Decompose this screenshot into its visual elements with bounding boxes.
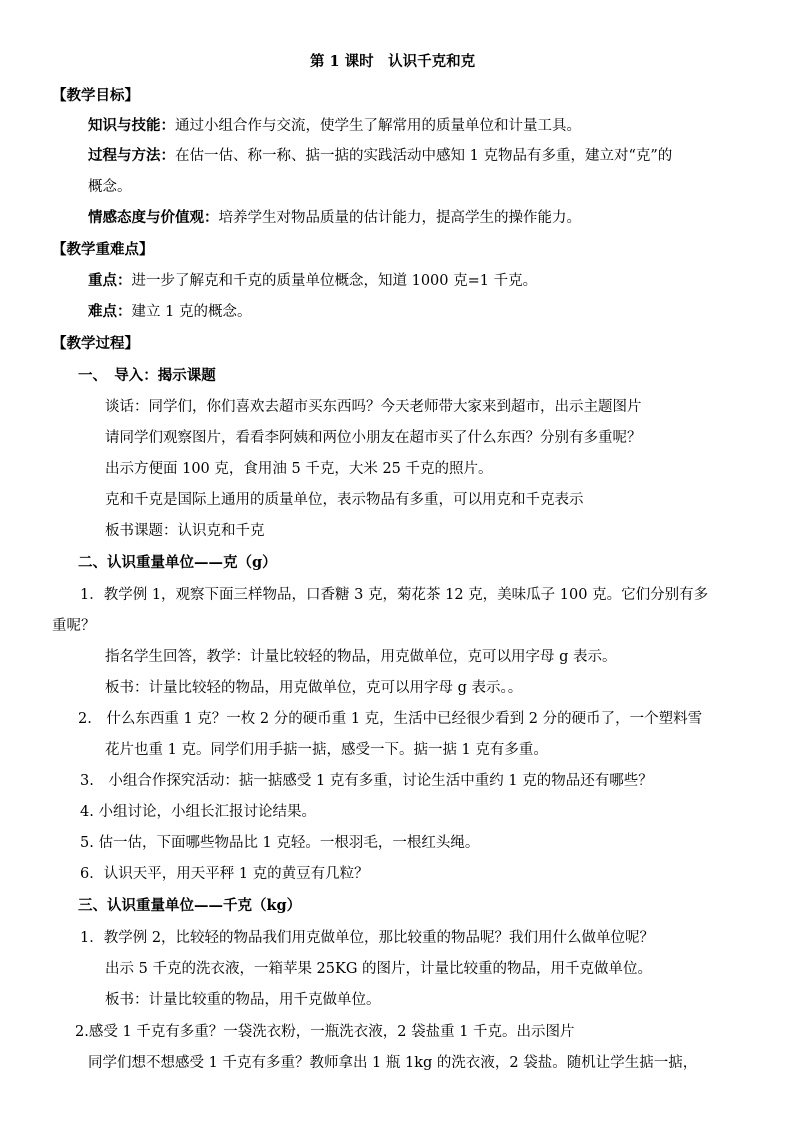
keypoint-key-label: 重点： bbox=[88, 272, 132, 289]
objective-emotion-label: 情感态度与价值观： bbox=[88, 209, 219, 226]
keypoint-difficult-text: 建立 1 克的概念。 bbox=[131, 304, 252, 320]
objective-process-cont: 概念。 bbox=[88, 179, 132, 195]
section3-line: 同学们想不想感受 1 千克有多重？教师拿出 1 瓶 1kg 的洗衣液，2 袋盐。随机让学生掂一掂， bbox=[88, 1055, 698, 1071]
section3-line: 2.感受 1 千克有多重？一袋洗衣粉，一瓶洗衣液，2 袋盐重 1 千克。出示图片 bbox=[75, 1024, 575, 1040]
objective-process-text: 在估一估、称一称、掂一掂的实践活动中感知 1 克物品有多重，建立对“克”的 bbox=[175, 148, 673, 164]
section3-line: 板书：计量比较重的物品，用千克做单位。 bbox=[105, 992, 381, 1008]
section1-line: 谈话：同学们，你们喜欢去超市买东西吗？今天老师带大家来到超市，出示主题图片 bbox=[105, 399, 642, 415]
objectives-heading: 【教学目标】 bbox=[52, 87, 139, 104]
keypoints-heading: 【教学重难点】 bbox=[52, 241, 154, 258]
section3-line: 出示 5 千克的洗衣液，一箱苹果 25KG 的图片，计量比较重的物品，用千克做单位。 bbox=[105, 961, 653, 977]
section2-line: 4. 小组讨论，小组长汇报讨论结果。 bbox=[80, 804, 316, 820]
objective-emotion bbox=[88, 208, 581, 228]
keypoint-key bbox=[88, 271, 537, 291]
keypoint-difficult bbox=[88, 302, 251, 322]
section3-heading: 三、认识重量单位——千克（kg） bbox=[78, 897, 302, 914]
section2-line: 5. 估一估，下面哪些物品比 1 克轻。一根羽毛，一根红头绳。 bbox=[80, 835, 480, 851]
keypoint-key-text: 进一步了解克和千克的质量单位概念，知道 1000 克=1 千克。 bbox=[131, 273, 538, 289]
keypoint-difficult-label: 难点： bbox=[88, 303, 132, 320]
section2-line: 6．认识天平，用天平秤 1 克的黄豆有几粒？ bbox=[80, 866, 369, 882]
section1-line: 出示方便面 100 克，食用油 5 千克，大米 25 千克的照片。 bbox=[105, 461, 493, 477]
objective-knowledge-label: 知识与技能： bbox=[88, 117, 175, 134]
section2-line: 2. 什么东西重 1 克？一枚 2 分的硬币重 1 克，生活中已经很少看到 2 分的硬币了，一个塑料雪 bbox=[78, 711, 703, 727]
objective-knowledge-text: 通过小组合作与交流，使学生了解常用的质量单位和计量工具。 bbox=[175, 118, 581, 134]
section2-line: 3. 小组合作探究活动：掂一掂感受 1 克有多重，讨论生活中重约 1 克的物品还有哪些？ bbox=[80, 773, 653, 789]
section2-line: 花片也重 1 克。同学们用手掂一掂，感受一下。掂一掂 1 克有多重。 bbox=[105, 742, 548, 758]
objective-emotion-text: 培养学生对物品质量的估计能力，提高学生的操作能力。 bbox=[218, 210, 581, 226]
objective-process bbox=[88, 146, 672, 166]
section1-line: 板书课题：认识克和千克 bbox=[105, 523, 265, 539]
section2-line: 板书：计量比较轻的物品，用克做单位，克可以用字母 g 表示。。 bbox=[105, 680, 523, 696]
section2-heading: 二、认识重量单位——克（g） bbox=[78, 554, 277, 571]
section1-line: 请同学们观察图片，看看李阿姨和两位小朋友在超市买了什么东西？分别有多重呢？ bbox=[105, 430, 642, 446]
objective-process-label: 过程与方法： bbox=[88, 147, 175, 164]
process-heading: 【教学过程】 bbox=[52, 335, 139, 352]
objective-knowledge bbox=[88, 116, 581, 136]
section2-line: 1．教学例 1，观察下面三样物品，口香糖 3 克，菊花茶 12 克，美味瓜子 100 克。它们分别有多 bbox=[80, 587, 709, 603]
section2-line: 重呢？ bbox=[52, 618, 96, 634]
section1-line: 克和千克是国际上通用的质量单位，表示物品有多重，可以用克和千克表示 bbox=[105, 492, 584, 508]
section2-line: 指名学生回答，教学：计量比较轻的物品，用克做单位，克可以用字母 g 表示。 bbox=[105, 649, 617, 665]
section1-heading: 一、 导入：揭示课题 bbox=[78, 367, 216, 384]
section3-line: 1．教学例 2，比较轻的物品我们用克做单位，那比较重的物品呢？我们用什么做单位呢？ bbox=[80, 930, 655, 946]
page-title: 第 1 课时 认识千克和克 bbox=[310, 53, 476, 70]
